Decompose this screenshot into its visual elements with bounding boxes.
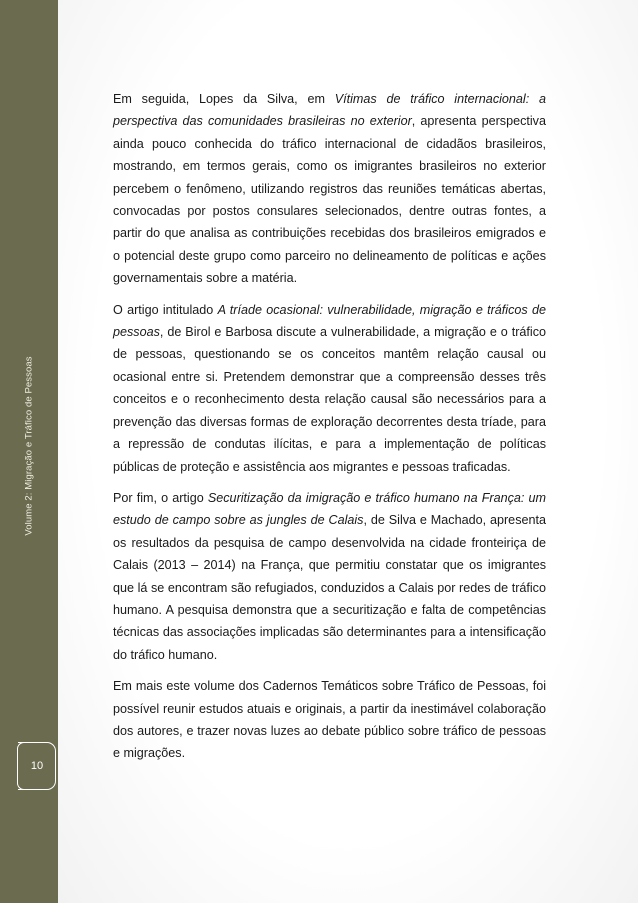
paragraph-text: Em seguida, Lopes da Silva, em: [113, 92, 335, 106]
paragraph-text: , apresenta perspectiva ainda pouco conhecida do tráfico internacional de cidadãos brasileiros, mostrando, em termos gerais, como os imigrantes brasileiros no exterior percebem o fenômeno, utilizando registros das reuniões temáticas abertas, convocadas por postos consulares selecionados, dentre outras fontes, a partir do que analisa as contribuições recebidas dos brasileiros emigrados e o potencial deste grupo como parceiro no delineamento de políticas e ações governamentais sobre a matéria.: [113, 114, 546, 286]
paragraph-text: Em mais este volume dos Cadernos Temáticos sobre Tráfico de Pessoas, foi possível reunir estudos atuais e originais, a partir da inestimável colaboração dos autores, e trazer novas luzes ao debate público sobre tráfico de pessoas e migrações.: [113, 679, 546, 761]
article-title: A tríade ocasional: vulnerabilidade, migração e tráficos de pessoas: [113, 302, 546, 340]
paragraph: [113, 487, 546, 666]
paragraph: [113, 299, 546, 478]
paragraph-text: , de Birol e Barbosa discute a vulnerabilidade, a migração e o tráfico de pessoas, questionando se os conceitos mantêm relação causal ou ocasional entre si. Pretendem demonstrar que a compreensão desses três conceitos e o reconhecimento desta relação causal são necessários para a prevenção das diversas formas de exploração decorrentes desta tríade, para a repressão de condutas ilícitas, e para a implementação de políticas públicas de proteção e assistência aos migrantes e pessoas traficadas.: [113, 325, 546, 474]
article-title: Securitização da imigração e tráfico humano na França: um estudo de campo sobre as jungles de Calais: [113, 490, 546, 528]
paragraph-text: , de Silva e Machado, apresenta os resultados da pesquisa de campo desenvolvida na cidade fronteiriça de Calais (2013 – 2014) na França, que permitiu constatar que os imigrantes que lá se encontram são refugiados, conduzidos a Calais por redes de tráfico humano. A pesquisa demonstra que a securitização e falta de competências técnicas das associações implicadas são determinantes para a intensificação do tráfico humano.: [113, 513, 546, 662]
text-content: [113, 88, 546, 774]
paragraph: [113, 675, 546, 765]
article-title: Vítimas de tráfico internacional: a perspectiva das comunidades brasileiras no exterior: [113, 92, 546, 129]
page-number: 10: [30, 760, 44, 772]
paragraph-text: Por fim, o artigo: [113, 490, 208, 505]
paragraph-text: O artigo intitulado: [113, 302, 218, 317]
paragraph: [113, 88, 546, 290]
volume-title: Volume 2: Migração e Tráfico de Pessoas: [23, 356, 35, 536]
sidebar: [0, 0, 58, 903]
